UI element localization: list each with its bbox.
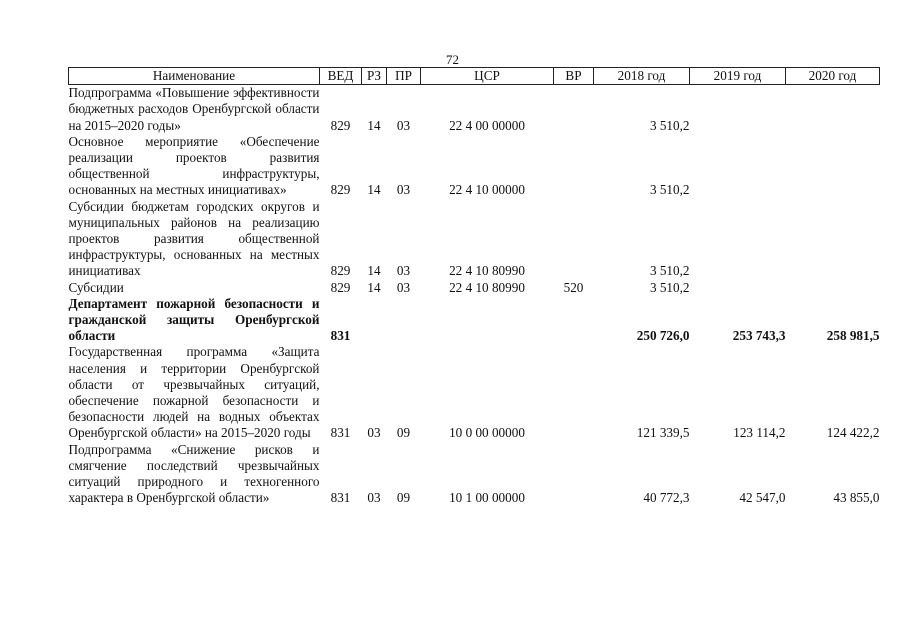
table-row (69, 344, 880, 441)
header-name: Наименование (69, 68, 320, 85)
row-2018: 3 510,2 (649, 117, 690, 133)
row-rz: 14 (367, 182, 381, 198)
row-2018: 121 339,5 (636, 425, 690, 441)
row-rz: 14 (367, 279, 381, 295)
row-vr (554, 442, 594, 507)
row-2020: 258 981,5 (826, 328, 880, 344)
row-ved: 829 (330, 263, 351, 279)
row-2019 (690, 85, 786, 134)
row-name: Субсидии бюджетам городских округов и муниципальных районов на реализацию проектов развития общественной инфраструктуры, основанных на местных инициативах (68, 198, 320, 279)
row-2018: 3 510,2 (649, 279, 690, 295)
row-pr: 09 (396, 425, 411, 441)
row-csr: 22 4 10 80990 (449, 279, 525, 295)
budget-table (68, 67, 880, 506)
row-name: Государственная программа «Защита населения и территории Оренбургской области от чрезвычайных ситуаций, обеспечение пожарной безопасности и безопасности людей на водных объектах Оренбургской области» на 2015–2020 годы (68, 344, 320, 441)
row-2019 (690, 134, 786, 199)
row-csr: 22 4 00 00000 (449, 117, 525, 133)
row-ved: 829 (330, 182, 351, 198)
row-rz: 03 (367, 490, 381, 506)
row-vr (554, 134, 594, 199)
row-2020: 43 855,0 (833, 490, 880, 506)
row-vr: 520 (563, 279, 584, 295)
row-2018: 3 510,2 (649, 263, 690, 279)
row-2019: 253 743,3 (732, 328, 786, 344)
row-name: Департамент пожарной безопасности и гражданской защиты Оренбургской области (68, 295, 320, 344)
row-pr: 03 (396, 263, 411, 279)
header-csr: ЦСР (421, 68, 554, 85)
header-2020: 2020 год (786, 68, 880, 85)
page-number: 72 (446, 52, 459, 67)
header-ved: ВЕД (320, 68, 362, 85)
row-2019 (690, 199, 786, 280)
table-row (69, 280, 880, 296)
header-pr: ПР (387, 68, 421, 85)
row-name: Основное мероприятие «Обеспечение реализации проектов развития общественной инфраструктуры, основанных на местных инициативах» (68, 133, 320, 198)
row-pr: 03 (396, 279, 411, 295)
row-2020 (786, 85, 880, 134)
table-row (69, 134, 880, 199)
row-2018: 250 726,0 (636, 328, 690, 344)
row-2019 (690, 280, 786, 296)
row-csr: 10 0 00 00000 (449, 425, 525, 441)
row-name: Субсидии (68, 279, 124, 295)
row-2018: 40 772,3 (643, 490, 690, 506)
row-2019: 42 547,0 (739, 490, 786, 506)
row-vr (554, 199, 594, 280)
row-vr (554, 296, 594, 345)
row-2018: 3 510,2 (649, 182, 690, 198)
row-ved: 831 (330, 425, 351, 441)
row-pr: 09 (396, 490, 411, 506)
row-ved: 831 (330, 328, 351, 344)
row-rz: 14 (367, 263, 381, 279)
row-vr (554, 344, 594, 441)
table-row-department (69, 296, 880, 345)
row-name: Подпрограмма «Снижение рисков и смягчение последствий чрезвычайных ситуаций природного и техногенного характера в Оренбургской области» (68, 441, 320, 506)
row-csr: 22 4 10 00000 (449, 182, 525, 198)
row-rz (362, 296, 387, 345)
row-rz: 14 (367, 117, 381, 133)
table-row (69, 442, 880, 507)
row-name: Подпрограмма «Повышение эффективности бюджетных расходов Оренбургской области на 2015–2020 годы» (68, 85, 320, 133)
row-2020 (786, 280, 880, 296)
row-pr: 03 (396, 117, 411, 133)
row-ved: 829 (330, 117, 351, 133)
row-csr: 22 4 10 80990 (449, 263, 525, 279)
row-2020 (786, 134, 880, 199)
header-2019: 2019 год (690, 68, 786, 85)
row-vr (554, 85, 594, 134)
table-row (69, 85, 880, 134)
table-row (69, 199, 880, 280)
row-csr (421, 296, 554, 345)
row-rz: 03 (367, 425, 381, 441)
row-pr (387, 296, 421, 345)
row-2020 (786, 199, 880, 280)
header-rz: РЗ (362, 68, 387, 85)
row-2020: 124 422,2 (826, 425, 880, 441)
header-row (69, 68, 880, 85)
header-vr: ВР (554, 68, 594, 85)
row-ved: 829 (330, 279, 351, 295)
row-2019: 123 114,2 (733, 425, 786, 441)
row-pr: 03 (396, 182, 411, 198)
row-csr: 10 1 00 00000 (449, 490, 525, 506)
header-2018: 2018 год (594, 68, 690, 85)
row-ved: 831 (330, 490, 351, 506)
